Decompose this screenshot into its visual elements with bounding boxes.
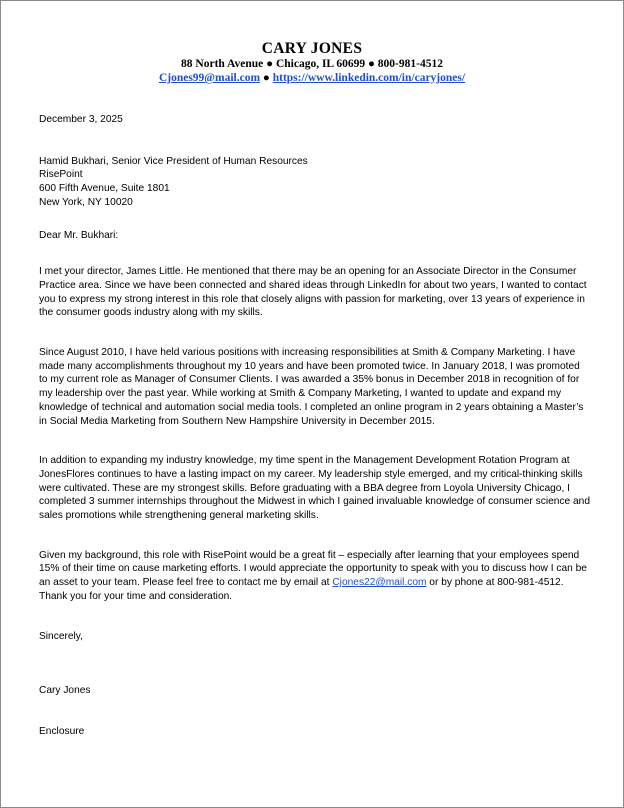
recipient-line-1: Hamid Bukhari, Senior Vice President of Human Resources [39, 155, 308, 167]
salutation: Dear Mr. Bukhari: [39, 229, 119, 241]
sender-city: Chicago, IL 60699 [275, 58, 366, 70]
sender-links-line [1, 71, 623, 86]
sender-name: CARY JONES [261, 40, 363, 57]
bullet-separator: ● [367, 58, 375, 70]
contact-email-link[interactable]: Cjones22@mail.com [332, 577, 427, 589]
bullet-separator: ● [262, 72, 270, 84]
letter-body [39, 113, 591, 739]
paragraph-2: Since August 2010, I have held various positions with increasing responsibilities at Smith & Company Marketing. I have made many accomplishments throughout my 10 years and have been promoted twice. In January 2018, I was promoted to my current role as Manager of Consumer Clients. I was awarded a 35% bonus in December 2018 in recognition of for my leadership over the past year. While working at Smith & Company Marketing, I wanted to update and expand my knowledge of technical and automation social media tools. I completed an online program in 2 years obtaining a Master’s in Social Media Marketing from Southern New Hampshire University in December 2015. [39, 347, 584, 427]
bullet-separator: ● [266, 58, 274, 70]
letterhead [1, 40, 623, 86]
paragraph-4 [39, 549, 591, 604]
paragraph-4-text-end: or by phone at 800-981-4512. Thank you for your time and consideration. [39, 577, 564, 602]
paragraph-4-text: Given my background, this role with RisePoint would be a great fit – especially after learning that your employees spend 15% of their time on cause marketing efforts. I would appreciate the opportunity to speak with you to discuss how I can be an asset to your team. Please feel free to contact me by email at [39, 549, 587, 589]
closing: Sincerely, [39, 630, 83, 642]
sender-contact-line [1, 57, 623, 71]
sender-address: 88 North Avenue [181, 58, 264, 70]
recipient-line-4: New York, NY 10020 [39, 196, 133, 208]
recipient-line-3: 600 Fifth Avenue, Suite 1801 [39, 183, 170, 195]
sender-email-link[interactable]: Cjones99@mail.com [158, 72, 261, 84]
paragraph-1: I met your director, James Little. He mentioned that there may be an opening for an Associate Director in the Consumer Practice area. Since we have been connected and shared ideas through LinkedIn for about two years, I wanted to contact you to express my strong interest in this role that closely aligns with passion for marketing, over 13 years of experience in the consumer goods industry along with my skills. [39, 266, 587, 319]
recipient-line-2: RisePoint [39, 169, 83, 181]
signature-name: Cary Jones [39, 685, 91, 697]
paragraph-3: In addition to expanding my industry knowledge, my time spent in the Management Development Rotation Program at JonesFlores continues to have a lasting impact on my career. My leadership style emerged, and my critical-thinking skills were cultivated. These are my strongest skills. Before graduating with a BBA degree from Loyola University Chicago, I completed 3 summer internships throughout the Midwest in which I gained invaluable knowledge of consumer science and sales promotions while strengthening general marketing skills. [39, 455, 591, 522]
sender-phone: 800-981-4512 [377, 58, 443, 70]
linkedin-link[interactable]: https://www.linkedin.com/in/caryjones/ [272, 72, 466, 84]
enclosure-note: Enclosure [39, 725, 85, 737]
letter-date: December 3, 2025 [39, 114, 123, 125]
